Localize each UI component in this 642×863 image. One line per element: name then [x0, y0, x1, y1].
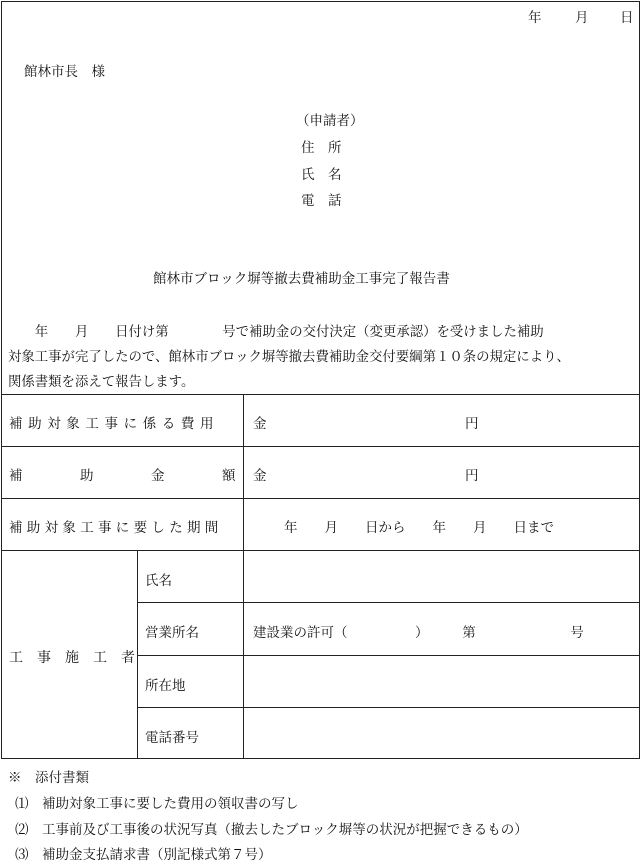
subsidy-value-prefix: 金: [253, 468, 267, 484]
date-year: 年: [528, 10, 542, 26]
document-title: 館林市ブロック塀等撤去費補助金工事完了報告書: [153, 271, 450, 287]
contractor-name-label: 氏名: [145, 573, 172, 589]
applicant-heading: （申請者）: [296, 113, 364, 129]
applicant-phone-label: 電 話: [301, 193, 342, 209]
table-line: [1, 550, 640, 551]
contractor-label: 工 事 施 工 者: [9, 650, 135, 666]
attachment-item: ⑴ 補助対象工事に要した費用の領収書の写し: [15, 796, 299, 812]
date-day: 日: [620, 10, 634, 26]
contractor-location-label: 所在地: [145, 678, 186, 694]
addressee: 館林市長 様: [24, 64, 105, 80]
applicant-name-label: 氏 名: [301, 167, 342, 183]
table-line: [1, 498, 640, 499]
period-label: 補助対象工事に要した期間: [9, 520, 223, 536]
attachments-heading: ※ 添付書類: [8, 770, 89, 786]
attachment-item: ⑵ 工事前及び工事後の状況写真（撤去したブロック塀等の状況が把握できるもの）: [15, 822, 528, 838]
subsidy-label-char-2: 助: [80, 468, 94, 484]
table-line: [1, 394, 640, 395]
table-line: [137, 655, 640, 656]
table-line: [137, 550, 138, 759]
attachment-item: ⑶ 補助金支払請求書（別記様式第７号）: [15, 847, 272, 863]
body-line-1: 年 月 日付け第 号で補助金の交付決定（変更承認）を受けました補助: [8, 325, 544, 340]
table-line: [243, 394, 244, 759]
subsidy-label-char-1: 補: [9, 468, 23, 484]
body-line-2: 対象工事が完了したので、館林市ブロック塀等撤去費補助金交付要綱第１０条の規定により、: [8, 350, 570, 365]
table-line: [1, 446, 640, 447]
contractor-phone-label: 電話番号: [145, 730, 199, 746]
contractor-license: 建設業の許可（ ） 第 号: [253, 625, 584, 641]
period-value: 年 月 日から 年 月 日まで: [284, 520, 554, 536]
contractor-office-label: 営業所名: [145, 625, 199, 641]
subsidy-value-unit: 円: [465, 468, 479, 484]
subsidy-label-char-3: 金: [151, 468, 165, 484]
body-line-3: 関係書類を添えて報告します。: [8, 375, 195, 390]
date-month: 月: [575, 10, 589, 26]
cost-label: 補助対象工事に係る費用: [9, 416, 220, 432]
cost-value-unit: 円: [465, 416, 479, 432]
applicant-address-label: 住 所: [301, 140, 342, 156]
table-line: [137, 707, 640, 708]
cost-value-prefix: 金: [253, 416, 267, 432]
table-line: [137, 602, 640, 603]
subsidy-label-char-4: 額: [222, 468, 236, 484]
